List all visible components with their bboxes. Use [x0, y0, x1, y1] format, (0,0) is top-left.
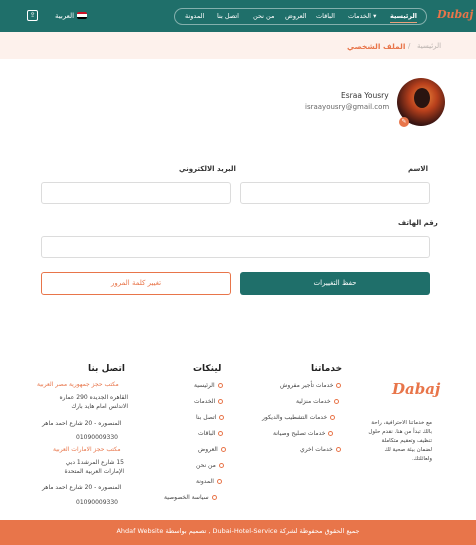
- email-field[interactable]: [41, 182, 231, 204]
- footer-link[interactable]: الخدمات: [194, 398, 223, 405]
- services-title: خدماتنا: [311, 364, 343, 374]
- uae-phone[interactable]: 01090009330: [76, 499, 118, 506]
- egypt-flag-icon: [77, 12, 87, 19]
- egypt-address: القاهره الجديده 290 عماره الاندلس امام هايد بارك: [59, 394, 128, 410]
- footer-link[interactable]: الرئيسية: [194, 382, 223, 389]
- footer-link[interactable]: العروض: [198, 446, 226, 453]
- footer-description: مع خدماتنا الاحترافية، راحة بالك تبدأ من هنا. نقدم حلول تنظيف وتعقيم متكاملة لضمان بيئة صحية لك ولعائلتك.: [368, 420, 432, 462]
- nav-item-offers[interactable]: العروض: [285, 12, 307, 20]
- profile-name: Esraa Yousry: [341, 91, 389, 100]
- uae-office-title: مكتب حجز الامارات العربية: [53, 446, 121, 453]
- footer-service-link[interactable]: خدمات اخري: [300, 446, 341, 453]
- egypt-office-title: مكتب حجز جمهورية مصر العربية: [37, 381, 119, 388]
- breadcrumb-separator: /: [408, 42, 411, 50]
- breadcrumb-home[interactable]: الرئيسية: [417, 42, 442, 50]
- footer-service-link[interactable]: خدمات تأجير مفروش: [280, 382, 341, 389]
- save-button[interactable]: حفظ التغييرات: [240, 272, 430, 295]
- egypt-phone[interactable]: 01090009330: [76, 434, 118, 441]
- camera-icon[interactable]: ✎: [399, 117, 409, 127]
- account-icon[interactable]: ⇪: [27, 10, 38, 21]
- nav-item-about[interactable]: من نحن: [253, 12, 275, 20]
- change-password-button[interactable]: تغيير كلمة المرور: [41, 272, 231, 295]
- language-selector[interactable]: العربية: [55, 12, 75, 20]
- nav-item-services[interactable]: الخدمات ▾: [348, 12, 377, 20]
- footer-logo[interactable]: Dabaj: [392, 380, 441, 398]
- profile-email: israayousry@gmail.com: [305, 103, 390, 111]
- nav-item-contact[interactable]: اتصل بنا: [217, 12, 239, 20]
- name-label: الاسم: [408, 165, 428, 173]
- uae-address: 15 شارع المرشد1 دبي الإمارات العربية المتحدة: [64, 459, 124, 475]
- uae-address-2: المنصوره - 20 شارع احمد ماهر: [42, 484, 122, 491]
- footer-service-link[interactable]: خدمات التشطيب والديكور: [262, 414, 335, 421]
- breadcrumb-current: الملف الشخصي: [347, 42, 406, 51]
- chevron-down-icon: ▾: [373, 12, 377, 20]
- footer-link[interactable]: من نحن: [196, 462, 224, 469]
- footer-service-link[interactable]: خدمات تصليح وصيانة: [273, 430, 333, 437]
- links-title: لينكات: [193, 364, 222, 374]
- email-label: البريد الالكتروني: [179, 165, 236, 173]
- phone-field[interactable]: [41, 236, 430, 258]
- phone-label: رقم الهاتف: [398, 219, 438, 227]
- footer-service-link[interactable]: خدمات منزلية: [296, 398, 339, 405]
- contact-title: اتصل بنا: [88, 364, 125, 374]
- nav-item-home[interactable]: الرئيسية: [390, 12, 418, 20]
- avatar-silhouette: [414, 88, 430, 108]
- footer-link[interactable]: الباقات: [198, 430, 223, 437]
- copyright-text: جميع الحقوق محفوظة لشركة Dubai-Hotel-Service , تصميم بواسطة Ahdaf Website: [116, 527, 360, 535]
- nav-item-blog[interactable]: المدونة: [185, 12, 205, 20]
- name-field[interactable]: [240, 182, 430, 204]
- footer-link[interactable]: المدونة: [196, 478, 222, 485]
- footer-link[interactable]: سياسة الخصوصية: [164, 494, 217, 501]
- egypt-address-2: المنصوره - 20 شارع احمد ماهر: [42, 420, 122, 427]
- site-logo[interactable]: Dubaj: [437, 8, 474, 21]
- footer-link[interactable]: اتصل بنا: [196, 414, 224, 421]
- nav-item-packages[interactable]: الباقات: [316, 12, 335, 20]
